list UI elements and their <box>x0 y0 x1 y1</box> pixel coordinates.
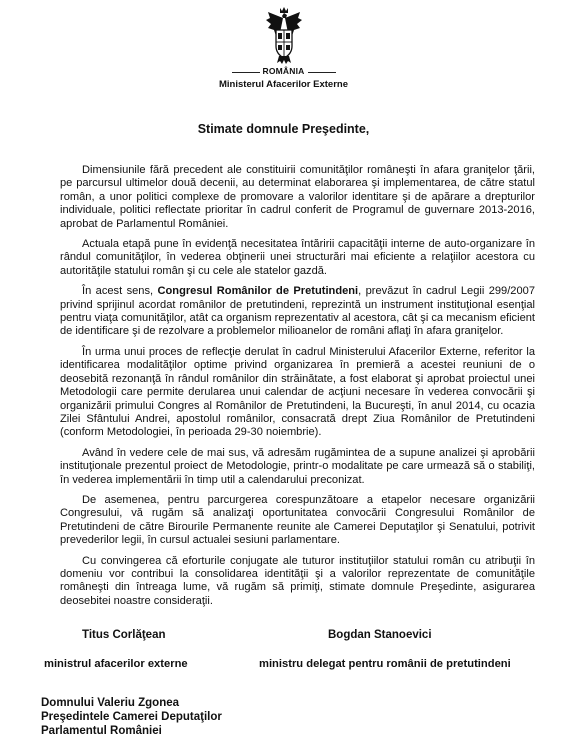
addressee-block <box>41 696 222 738</box>
romanian-coat-of-arms-icon <box>264 6 304 66</box>
congress-name: Congresul Românilor de Pretutindeni <box>157 285 359 298</box>
paragraph-3 <box>60 285 535 339</box>
paragraph-2: Actuala etapă pune în evidenţă necesitatea întăririi capacităţii interne de auto-organizare în rândul comunităţilor, în vederea obţinerii unei structurări mai eficiente a relaţiilor acestora cu autorităţile statului român şi cu cele ale statelor gazdă. <box>60 238 535 277</box>
paragraph-3-rest: , prevăzut în cadrul Legii 299/2007 privind sprijinul acordat românilor de pretutindeni, reprezintă un instrument instituţional esenţial pentru viaţa comunităţilor, atât ca organism reprezentativ al acestora, cât şi ca mecanism eficient de identificare şi de rezolvare a problemelor milioanelor de români aflaţi în afara graniţelor. <box>60 285 535 338</box>
paragraph-1: Dimensiunile fără precedent ale constituirii comunităţilor româneşti în afara graniţelor ţării, pe parcursul ultimelor două decenii, au determinat elaborarea şi implementarea, de către statul român, a unor politici complexe de promovare a valorilor identitare şi de apărare a drepturilor individuale, politici reflectate prioritar în cadrul conferit de Programul de guvernare 2013-2016, aprobat de Parlamentul României. <box>60 164 535 230</box>
signature-left-name: Titus Corlăţean <box>82 629 166 641</box>
paragraph-3-intro: În acest sens, <box>82 285 158 298</box>
paragraph-7: Cu convingerea că eforturile conjugate ale tuturor instituţiilor statului român cu atribuţii în domeniu vor contribui la consolidarea identităţii şi a valorilor reprezentate de comunităţile româneşti din întreaga lume, vă rugăm să primiţi, stimate domnule Preşedinte, asigurarea deosebitei noastre consideraţii. <box>60 554 535 607</box>
header-country: ROMÂNIA <box>262 66 305 76</box>
addressee-title: Preşedintele Camerei Deputaţilor <box>41 711 222 723</box>
paragraph-4: În urma unui proces de reflecţie derulat în cadrul Ministerului Afacerilor Externe, referitor la identificarea modalităţilor optime privind organizarea în premieră a acestei reuniuni de o deosebită rezonanţă în rândul românilor din străinătate, a fost elaborat şi aprobat proiectul unei Metodologii care permite derularea unui calendar de acţiuni necesare în vederea convocării şi organizării primului Congres al Românilor de Pretutindeni, la Bucureşti, în anul 2014, cu ocazia Zilei Sfântului Andrei, apostolul românilor, consacrată drept Ziua Românilor de Pretutindeni (conform Metodologiei, în perioada 29-30 noiembrie). <box>60 345 535 439</box>
addressee-institution: Parlamentul României <box>41 725 162 737</box>
paragraph-6: De asemenea, pentru parcurgerea corespunzătoare a etapelor necesare organizării Congresului, vă rugăm să analizaţi oportunitatea convocării Congresului Românilor de Pretutindeni de către Birourile Permanente reunite ale Camerei Deputaţilor şi Senatului, potrivit prevederilor legii, în cursul actualei sesiuni parlamentare. <box>60 493 535 547</box>
header-ministry: Ministerul Afacerilor Externe <box>219 79 348 90</box>
salutation: Stimate domnule Preşedinte, <box>197 122 370 136</box>
signature-right-role: ministru delegat pentru românii de pretutindeni <box>259 658 511 670</box>
signature-right-name: Bogdan Stanoevici <box>328 629 432 641</box>
letter-body <box>60 164 535 615</box>
header-rule-right <box>308 72 336 73</box>
signature-left-role: ministrul afacerilor externe <box>44 658 188 670</box>
paragraph-5: Având în vedere cele de mai sus, vă adresăm rugămintea de a supune analizei şi aprobării instituţionale prezentul proiect de Metodologie, printr-o modalitate pe care urmează să o stabiliţi, în vederea implementării în timp util a calendarului preconizat. <box>60 446 535 486</box>
addressee-name: Domnului Valeriu Zgonea <box>41 697 180 709</box>
